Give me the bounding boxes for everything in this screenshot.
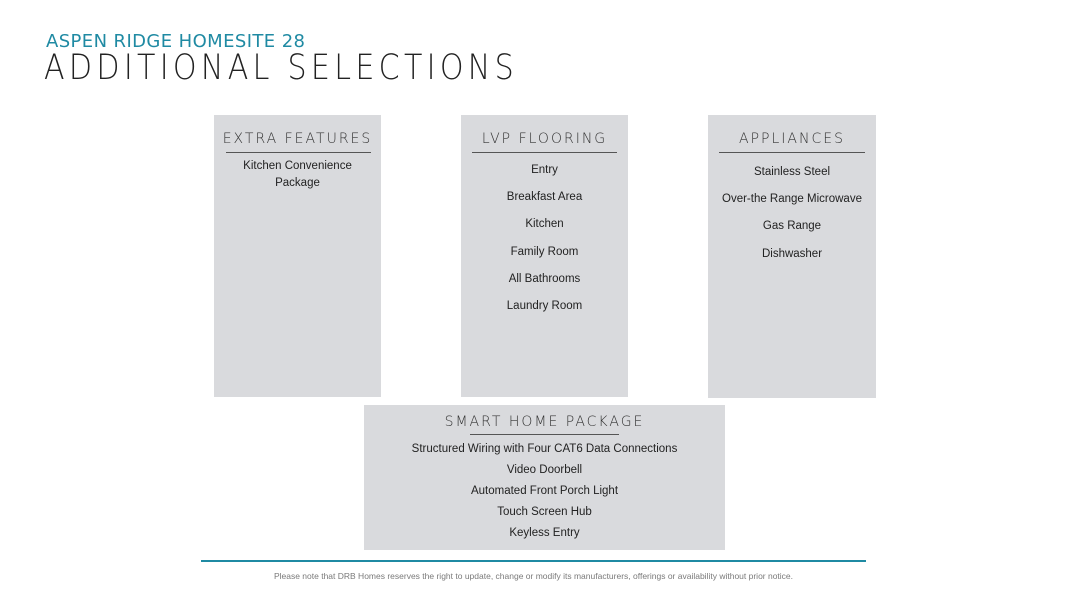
footer-divider (201, 560, 866, 562)
lvp-flooring-heading: LVP FLOORING (481, 131, 608, 147)
extra-features-list (214, 158, 381, 192)
list-item: Laundry Room (506, 300, 583, 313)
list-item: Gas Range (762, 220, 822, 233)
list-item: Entry (531, 164, 558, 176)
extra-features-panel (214, 115, 381, 397)
list-item: Stainless Steel (753, 166, 831, 178)
appliances-list (708, 159, 876, 268)
smart-home-list (364, 439, 725, 544)
page-title: ADDITIONAL SELECTIONS (44, 48, 519, 88)
list-item: Package (275, 177, 320, 189)
extra-features-heading: EXTRA FEATURES (222, 131, 373, 147)
list-item: All Bathrooms (508, 272, 581, 285)
list-item: Automated Front Porch Light (470, 485, 619, 498)
list-item: Structured Wiring with Four CAT6 Data Connections (411, 443, 678, 455)
smart-home-panel (364, 405, 725, 550)
list-item: Dishwasher (761, 247, 823, 260)
appliances-panel (708, 115, 876, 398)
footer-disclaimer: Please note that DRB Homes reserves the right to update, change or modify its manufacturers, offerings or availability without prior notice. (273, 571, 794, 581)
list-item: Video Doorbell (506, 464, 583, 477)
smart-home-heading: SMART HOME PACKAGE (444, 414, 645, 430)
lvp-flooring-panel (461, 115, 628, 397)
appliances-heading: APPLIANCES (739, 131, 845, 147)
list-item: Kitchen (525, 218, 564, 231)
page-subtitle: ASPEN RIDGE HOMESITE 28 (46, 31, 306, 52)
extra-features-divider (226, 152, 371, 153)
list-item: Keyless Entry (509, 527, 580, 540)
appliances-divider (719, 152, 865, 153)
smart-home-divider (470, 434, 619, 435)
list-item: Kitchen Convenience (243, 160, 352, 172)
lvp-flooring-list (461, 157, 628, 320)
lvp-flooring-divider (472, 152, 617, 153)
list-item: Family Room (510, 245, 579, 258)
list-item: Over-the Range Microwave (722, 193, 862, 206)
list-item: Breakfast Area (506, 191, 583, 204)
list-item: Touch Screen Hub (497, 506, 592, 519)
